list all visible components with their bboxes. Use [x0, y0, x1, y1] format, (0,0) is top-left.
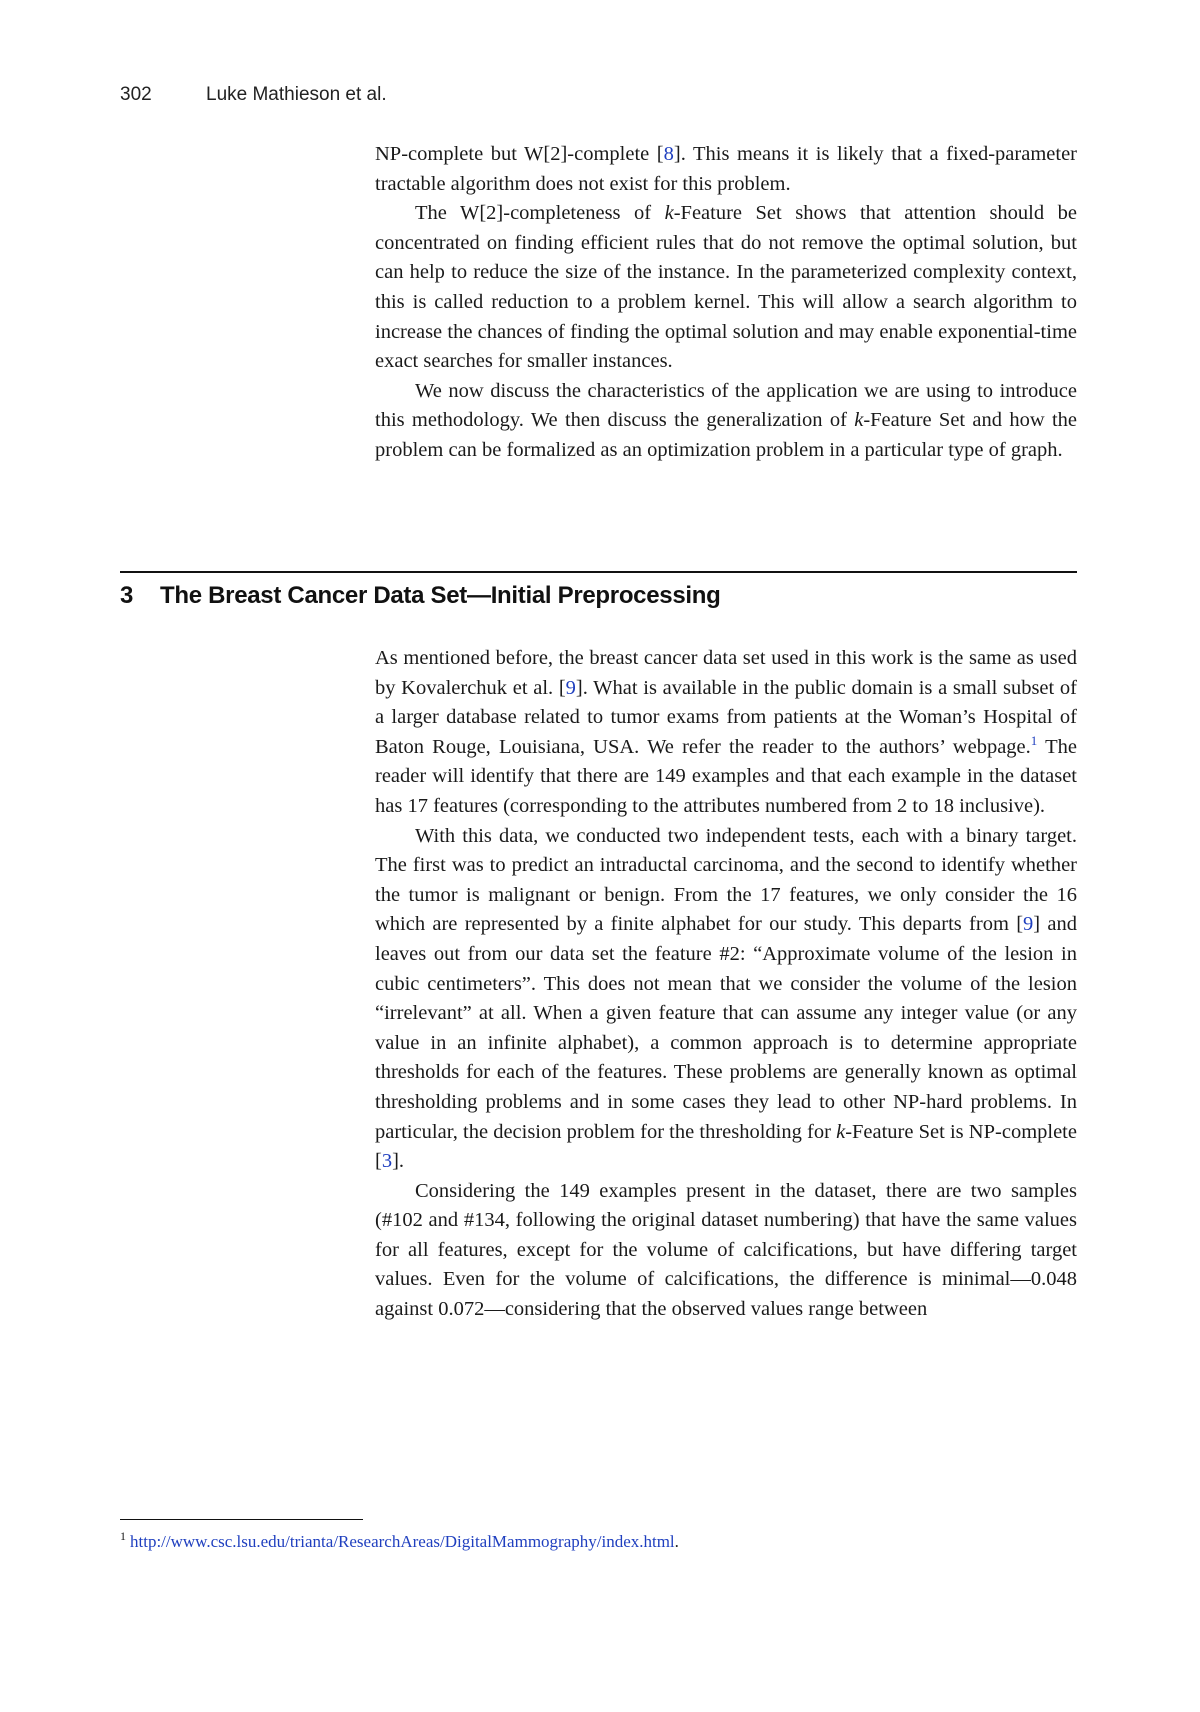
- text-run: -Feature Set is NP-complete [: [375, 1120, 1077, 1173]
- text-run: -Feature Set and how the problem can be formalized as an optimization problem in a particular type of graph.: [375, 409, 1077, 461]
- math-variable: k: [664, 202, 674, 225]
- section-title: The Breast Cancer Data Set—Initial Preprocessing: [160, 582, 721, 609]
- footnote-url-link[interactable]: http://www.csc.lsu.edu/trianta/ResearchAreas/DigitalMammography/index.html: [130, 1532, 675, 1551]
- citation-link[interactable]: 9: [565, 676, 576, 699]
- footnote-ref-link[interactable]: 1: [1030, 732, 1038, 748]
- paragraph: [375, 644, 1077, 822]
- paragraph: [375, 822, 1077, 1177]
- citation-link[interactable]: 8: [663, 143, 674, 165]
- text-run: As mentioned before, the breast cancer data set used in this work is the same as used by Kovalerchuk et al. [: [375, 647, 1077, 699]
- text-run: The reader will identify that there are 149 examples and that each example in the dataset has 17 features (corresponding to the attributes numbered from 2 to 18 inclusive).: [375, 735, 1077, 817]
- text-run: NP-complete but W[2]-complete [: [375, 143, 664, 165]
- body-text-block-b: [375, 644, 1077, 1325]
- paragraph: [375, 140, 1077, 199]
- page-number: 302: [120, 84, 152, 105]
- paragraph: [375, 1177, 1077, 1325]
- running-head: [120, 84, 387, 106]
- section-number: 3: [120, 582, 134, 609]
- section-rule: [120, 571, 1077, 573]
- citation-link[interactable]: 3: [381, 1150, 393, 1173]
- text-run: Considering the 149 examples present in the dataset, there are two samples (#102 and #134, following the original dataset numbering) that have the same values for all features, except for the volume of calcifications, but have differing target values. Even for the volume of calcifications, the difference is minimal—0.048 against 0.072—considering that the observed values range between: [375, 1179, 1077, 1321]
- footnote: [120, 1530, 1077, 1554]
- footnote-mark: 1: [120, 1529, 126, 1544]
- math-variable: k: [836, 1120, 846, 1143]
- running-head-authors: Luke Mathieson et al.: [206, 84, 387, 105]
- citation-link[interactable]: 9: [1023, 913, 1034, 936]
- text-run: With this data, we conducted two independent tests, each with a binary target. The first was to predict an intraductal carcinoma, and the second to identify whether the tumor is malignant or benign. From the 17 features, we only consider the 16 which are represented by a finite alphabet for our study. This departs from [: [375, 824, 1077, 936]
- text-run: We now discuss the characteristics of the application we are using to introduce this methodology. We then discuss the generalization of: [375, 379, 1077, 432]
- section-heading: [120, 582, 1077, 610]
- text-run: ].: [392, 1150, 405, 1173]
- text-run: ] and leaves out from our data set the feature #2: “Approximate volume of the lesion in cubic centimeters”. This does not mean that we consider the volume of the lesion “irrelevant” at all. When a given feature that can assume any integer value (or any value in an infinite alphabet), a common approach is to determine appropriate thresholds for each of the features. These problems are generally known as optimal thresholding problems and in some cases they lead to other NP-hard problems. In particular, the decision problem for the thresholding for: [375, 913, 1077, 1143]
- math-variable: k: [854, 409, 864, 432]
- paragraph: [375, 377, 1077, 466]
- text-run: -Feature Set shows that attention should be concentrated on finding efficient rules that do not remove the optimal solution, but can help to reduce the size of the instance. In the parameterized complexity context, this is called reduction to a problem kernel. This will allow a search algorithm to increase the chances of finding the optimal solution and may enable exponential-time exact searches for smaller instances.: [375, 202, 1077, 373]
- text-run: The W[2]-completeness of: [415, 202, 665, 225]
- body-text-block-a: [375, 140, 1077, 466]
- text-run: ]. What is available in the public domain is a small subset of a larger database related to tumor exams from patients at the Woman’s Hospital of Baton Rouge, Louisiana, USA. We refer the reader to the authors’ webpage.: [375, 676, 1077, 758]
- paragraph: [375, 199, 1077, 377]
- text-run: ]. This means it is likely that a fixed-parameter tractable algorithm does not exist for this problem.: [375, 143, 1077, 195]
- footnote-trail: .: [674, 1532, 679, 1551]
- footnote-rule: [120, 1519, 363, 1520]
